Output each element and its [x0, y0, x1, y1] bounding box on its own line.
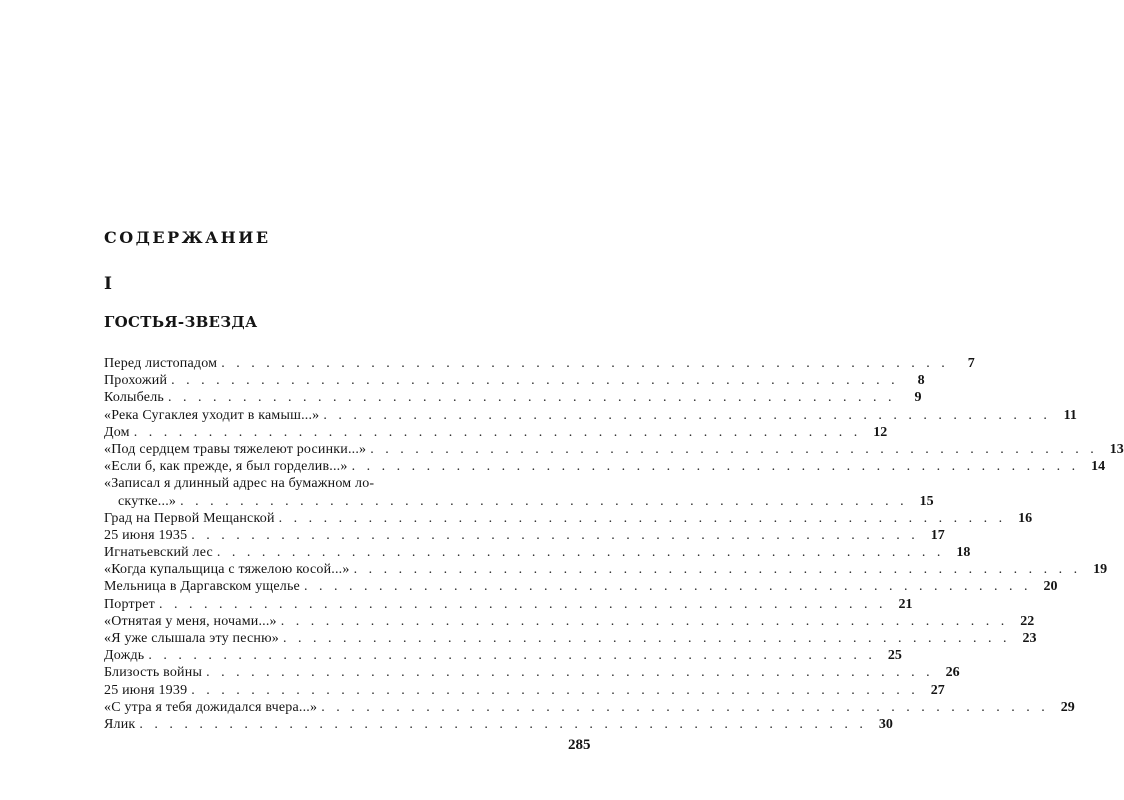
- toc-entry-page: 29: [1060, 699, 1075, 715]
- page-number: 285: [568, 737, 591, 753]
- toc-entry-13: [104, 578, 1058, 595]
- dot-leader: [191, 527, 919, 544]
- toc-entry-9: [104, 510, 1033, 527]
- toc-entry-page: 27: [930, 682, 945, 698]
- toc-entry-7: [104, 458, 1106, 475]
- toc-entry-6: [104, 441, 1124, 458]
- dot-leader: [148, 647, 876, 664]
- toc-entry-page: 16: [1018, 510, 1033, 526]
- dot-leader: [171, 372, 899, 389]
- toc-entry-15: [104, 613, 1035, 630]
- dot-leader: [283, 630, 1011, 647]
- toc-entry-title: «Когда купальщица с тяжелою косой...»: [104, 562, 350, 578]
- dot-leader: [352, 458, 1080, 475]
- dot-leader: [168, 389, 896, 406]
- toc-entry-page: 14: [1091, 459, 1106, 475]
- toc-entry-page: 8: [917, 373, 925, 389]
- table-of-contents: [104, 355, 1124, 733]
- dot-leader: [354, 561, 1082, 578]
- dot-leader: [279, 510, 1007, 527]
- toc-entry-page: 20: [1043, 579, 1058, 595]
- toc-entry-1: [104, 355, 975, 372]
- toc-entry-title: Игнатьевский лес: [104, 545, 213, 561]
- toc-entry-21: [104, 716, 893, 733]
- toc-entry-18: [104, 664, 960, 681]
- dot-leader: [221, 355, 949, 372]
- toc-entry-page: 12: [873, 424, 888, 440]
- toc-entry-page: 11: [1063, 407, 1077, 423]
- toc-entry-title: «С утра я тебя дожидался вчера...»: [104, 699, 318, 715]
- section-title: ГОСТЬЯ-ЗВЕЗДА: [104, 313, 258, 331]
- toc-entry-5: [104, 424, 888, 441]
- toc-entry-title: 25 июня 1939: [104, 682, 188, 698]
- toc-entry-title: Ялик: [104, 716, 136, 732]
- toc-entry-page: 18: [956, 545, 971, 561]
- dot-leader: [139, 716, 867, 733]
- toc-entry-title: «Под сердцем травы тяжелеют росинки...»: [104, 441, 367, 457]
- toc-entry-page: 17: [930, 527, 945, 543]
- toc-entry-title: «Записал я длинный адрес на бумажном ло-: [104, 476, 375, 492]
- toc-entry-2: [104, 372, 925, 389]
- toc-entry-title: «Отнятая у меня, ночами...»: [104, 613, 277, 629]
- dot-leader: [159, 596, 887, 613]
- toc-entry-page: 7: [967, 356, 975, 371]
- toc-entry-title: Перед листопадом: [104, 356, 218, 371]
- toc-entry-title: «Если б, как прежде, я был горделив...»: [104, 459, 348, 475]
- toc-entry-10: [104, 527, 945, 544]
- toc-entry-11: [104, 544, 971, 561]
- toc-entry-page: 21: [898, 596, 913, 612]
- dot-leader: [206, 664, 934, 681]
- dot-leader: [321, 699, 1049, 716]
- section-numeral: I: [104, 274, 112, 294]
- toc-entry-17: [104, 647, 902, 664]
- toc-entry-page: 13: [1109, 441, 1124, 457]
- dot-leader: [217, 544, 945, 561]
- toc-entry-title: Мельница в Даргавском ущелье: [104, 579, 300, 595]
- toc-entry-title: Прохожий: [104, 373, 168, 389]
- toc-entry-4: [104, 407, 1077, 424]
- toc-entry-page: 15: [919, 493, 934, 509]
- toc-entry-title: 25 июня 1935: [104, 527, 188, 543]
- toc-entry-19: [104, 682, 945, 699]
- toc-entry-3: [104, 389, 922, 406]
- dot-leader: [370, 441, 1098, 458]
- toc-entry-20: [104, 699, 1075, 716]
- toc-entry-page: 19: [1093, 562, 1108, 578]
- toc-entry-title: «Река Сугаклея уходит в камыш...»: [104, 407, 320, 423]
- dot-leader: [191, 682, 919, 699]
- toc-entry-16: [104, 630, 1037, 647]
- dot-leader: [304, 578, 1032, 595]
- toc-entry-page: 22: [1020, 613, 1035, 629]
- toc-entry-page: 9: [914, 390, 922, 406]
- dot-leader: [134, 424, 862, 441]
- toc-entry-8-line-2: [104, 493, 934, 510]
- toc-entry-title: «Я уже слышала эту песню»: [104, 631, 279, 646]
- toc-entry-title: Дождь: [104, 648, 145, 664]
- dot-leader: [180, 493, 908, 510]
- toc-entry-title: Колыбель: [104, 390, 164, 406]
- toc-entry-title: Град на Первой Мещанской: [104, 510, 275, 526]
- toc-entry-14: [104, 596, 913, 613]
- dot-leader: [281, 613, 1009, 630]
- toc-entry-page: 30: [878, 716, 893, 732]
- toc-entry-title-continued: скутке...»: [118, 493, 177, 509]
- toc-entry-8-line-1: [104, 475, 542, 492]
- dot-leader: [323, 407, 1051, 424]
- toc-entry-page: 23: [1022, 631, 1037, 646]
- toc-entry-page: 25: [887, 648, 902, 664]
- toc-entry-12: [104, 561, 1108, 578]
- toc-entry-title: Портрет: [104, 596, 155, 612]
- toc-entry-title: Близость войны: [104, 665, 203, 681]
- toc-entry-title: Дом: [104, 424, 130, 440]
- page-heading: СОДЕРЖАНИЕ: [104, 228, 271, 247]
- toc-entry-page: 26: [945, 665, 960, 681]
